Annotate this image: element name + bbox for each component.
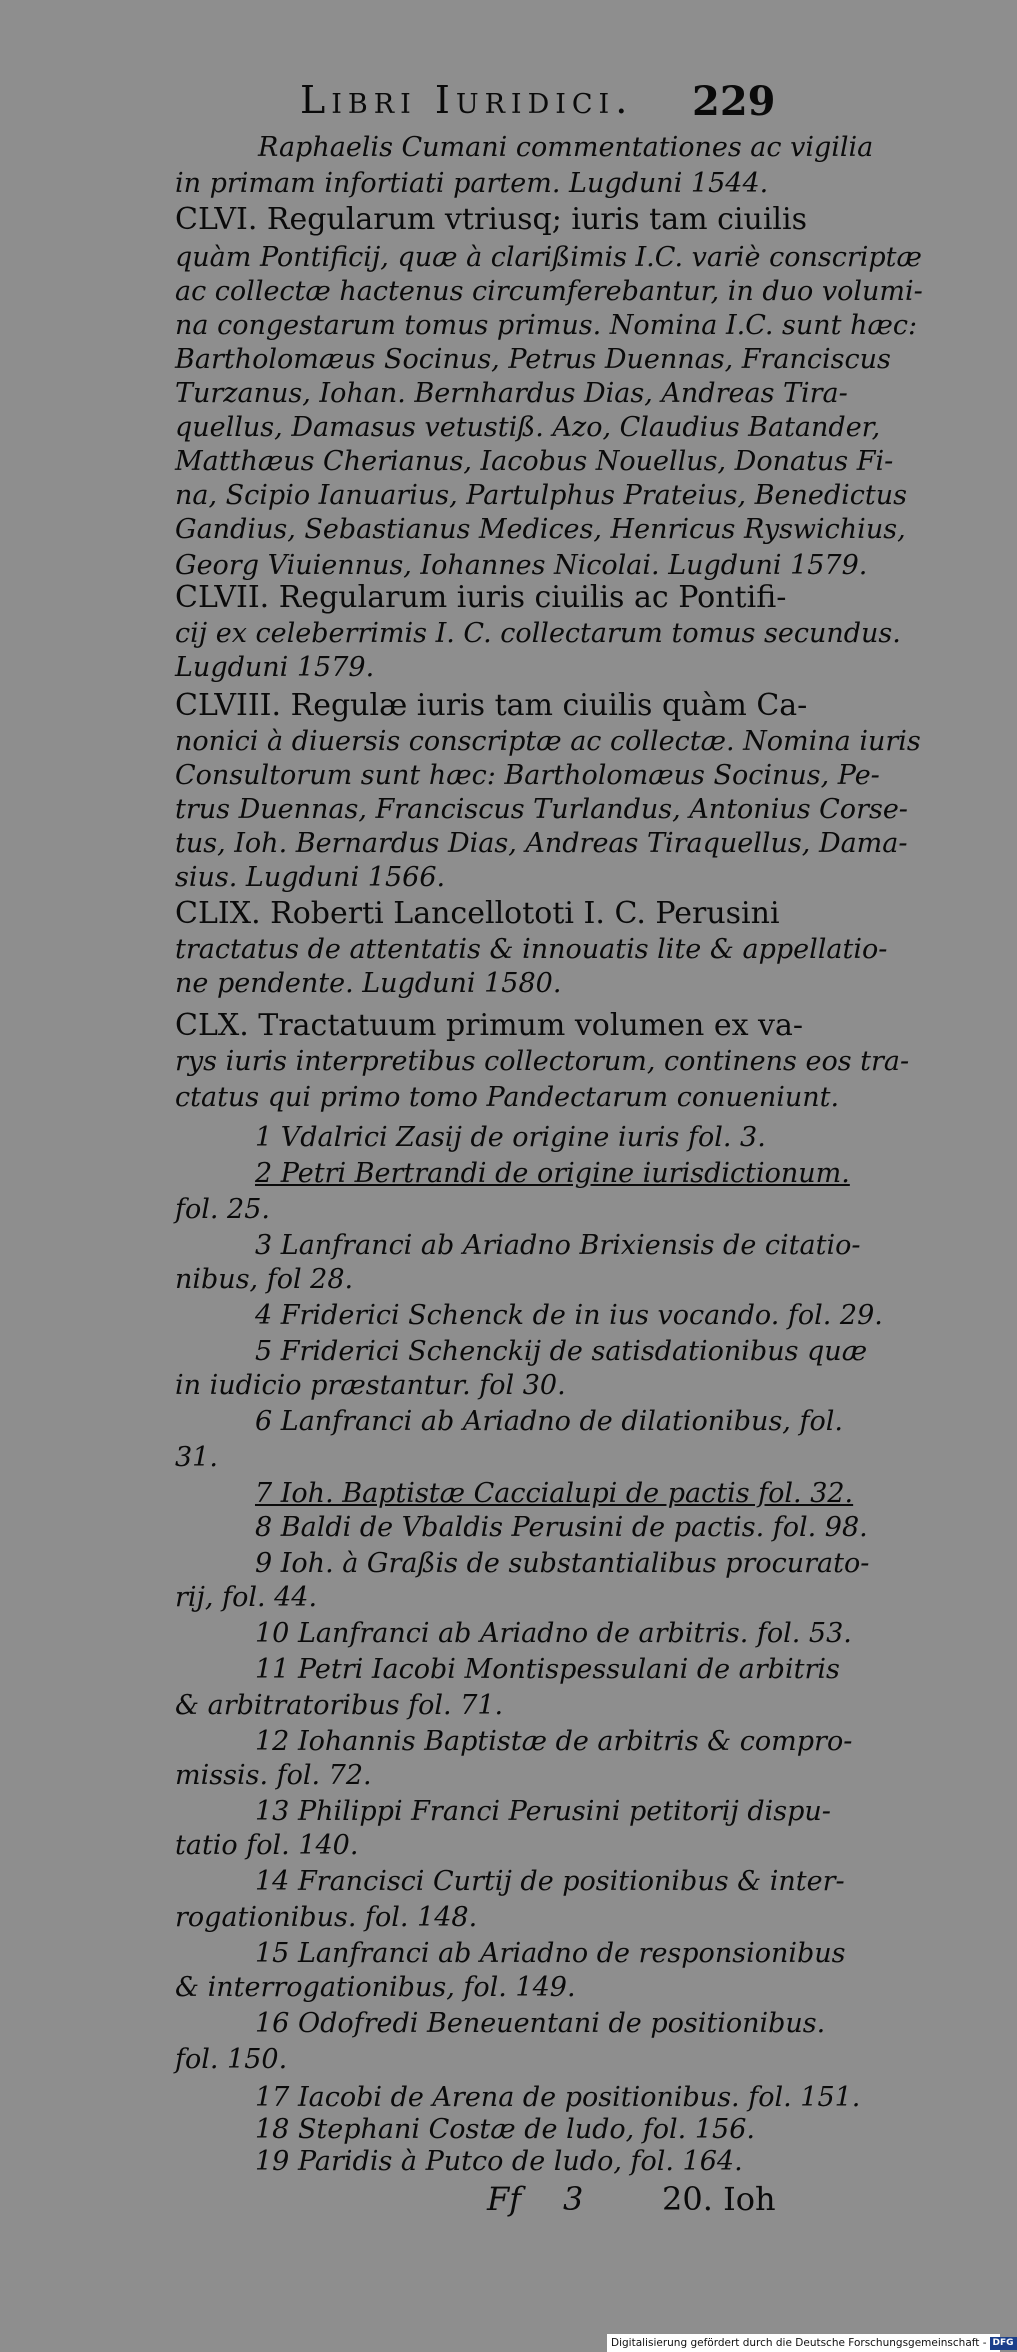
text-line: na, Scipio Ianuarius, Partulphus Prateius, Benedictus (175, 480, 907, 511)
list-item: 8 Baldi de Vbaldis Perusini de pactis. fol. 98. (255, 1512, 868, 1543)
signature-mark: Ff (487, 2180, 522, 2218)
list-item: & arbitratoribus fol. 71. (175, 1690, 504, 1721)
text-line: tractatus de attentatis & innouatis lite & appellatio- (175, 934, 888, 965)
list-item: 18 Stephani Costæ de ludo, fol. 156. (255, 2114, 755, 2145)
list-item: 15 Lanfranci ab Ariadno de responsionibus (255, 1938, 846, 1969)
text-line: Matthæus Cherianus, Iacobus Nouellus, Donatus Fi- (175, 446, 894, 477)
list-item: 19 Paridis à Putco de ludo, fol. 164. (255, 2146, 743, 2177)
entry-heading-line: CLX. Tractatuum primum volumen ex va- (175, 1008, 804, 1043)
text-line: tus, Ioh. Bernardus Dias, Andreas Tiraquellus, Dama- (175, 828, 908, 859)
list-item: missis. fol. 72. (175, 1760, 372, 1791)
list-item: 1 Vdalrici Zasij de origine iuris fol. 3. (255, 1122, 766, 1153)
text-line: Georg Viuiennus, Iohannes Nicolai. Lugduni 1579. (175, 550, 868, 581)
entry-heading-line: CLVIII. Regulæ iuris tam ciuilis quàm Ca- (175, 688, 808, 723)
text-line: na congestarum tomus primus. Nomina I.C. sunt hæc: (175, 310, 918, 341)
list-item: fol. 25. (175, 1194, 270, 1225)
signature-line (0, 2180, 1000, 2220)
text-line: Raphaelis Cumani commentationes ac vigilia (258, 132, 874, 163)
list-item: 16 Odofredi Beneuentani de positionibus. (255, 2008, 826, 2039)
list-item: 13 Philippi Franci Perusini petitorij dispu- (255, 1796, 831, 1827)
text-line: ac collectæ hactenus circumferebantur, in duo volumi- (175, 276, 923, 307)
text-line: Lugduni 1579. (175, 652, 375, 683)
text-line: ne pendente. Lugduni 1580. (175, 968, 562, 999)
text-line: Consultorum sunt hæc: Bartholomæus Socinus, Pe- (175, 760, 880, 791)
list-item: 10 Lanfranci ab Ariadno de arbitris. fol. 53. (255, 1618, 852, 1649)
entry-heading-line: CLVII. Regularum iuris ciuilis ac Pontifi- (175, 580, 787, 615)
text-line: quàm Pontificij, quæ à clarißimis I.C. variè conscriptæ (175, 242, 922, 273)
text-line: nonici à diuersis conscriptæ ac collectæ. Nomina iuris (175, 726, 921, 757)
text-line: Bartholomæus Socinus, Petrus Duennas, Franciscus (175, 344, 891, 375)
list-item: 12 Iohannis Baptistæ de arbitris & compro- (255, 1726, 853, 1757)
text-line: cij ex celeberrimis I. C. collectarum tomus secundus. (175, 618, 901, 649)
text-line: trus Duennas, Franciscus Turlandus, Antonius Corse- (175, 794, 908, 825)
list-item: 7 Ioh. Baptistæ Caccialupi de pactis fol. 32. (255, 1478, 854, 1509)
list-item: 17 Iacobi de Arena de positionibus. fol. 151. (255, 2082, 861, 2113)
text-line: sius. Lugduni 1566. (175, 862, 446, 893)
list-item: nibus, fol 28. (175, 1264, 354, 1295)
text-line: Turzanus, Iohan. Bernhardus Dias, Andreas Tira- (175, 378, 848, 409)
list-item: fol. 150. (175, 2044, 288, 2075)
signature-number: 3 (563, 2180, 584, 2218)
list-item: rogationibus. fol. 148. (175, 1902, 478, 1933)
catchword: 20. Ioh (662, 2180, 776, 2218)
list-item: 3 Lanfranci ab Ariadno Brixiensis de citatio- (255, 1230, 861, 1261)
list-item: tatio fol. 140. (175, 1830, 359, 1861)
page-number: 229 (692, 78, 776, 125)
credit-text: Digitalisierung gefördert durch die Deutsche Forschungsgemeinschaft - (611, 2337, 987, 2349)
list-item: 31. (175, 1442, 218, 1473)
text-line: quellus, Damasus vetustiß. Azo, Claudius Batander, (175, 412, 881, 443)
list-item: 4 Friderici Schenck de in ius vocando. fol. 29. (255, 1300, 883, 1331)
text-line: rys iuris interpretibus collectorum, continens eos tra- (175, 1046, 910, 1077)
list-item: 11 Petri Iacobi Montispessulani de arbitris (255, 1654, 840, 1685)
running-head (0, 78, 1000, 128)
list-item: 2 Petri Bertrandi de origine iurisdictionum. (255, 1158, 850, 1189)
list-item: & interrogationibus, fol. 149. (175, 1972, 576, 2003)
text-line: ctatus qui primo tomo Pandectarum conueniunt. (175, 1082, 840, 1113)
running-title: Libri Iuridici. (300, 78, 634, 122)
text-line: Gandius, Sebastianus Medices, Henricus Ryswichius, (175, 514, 906, 545)
entry-heading-line: CLIX. Roberti Lancellototi I. C. Perusini (175, 896, 780, 931)
text-line: in primam infortiati partem. Lugduni 1544. (175, 168, 769, 199)
list-item: 9 Ioh. à Graßis de substantialibus procurato- (255, 1548, 870, 1579)
list-item: in iudicio præstantur. fol 30. (175, 1370, 566, 1401)
list-item: 5 Friderici Schenckij de satisdationibus quæ (255, 1336, 868, 1367)
list-item: rij, fol. 44. (175, 1582, 318, 1613)
list-item: 14 Francisci Curtij de positionibus & inter- (255, 1866, 845, 1897)
entry-heading-line: CLVI. Regularum vtriusq; iuris tam ciuilis (175, 202, 808, 237)
digitization-credit (607, 2334, 1014, 2352)
list-item: 6 Lanfranci ab Ariadno de dilationibus, fol. (255, 1406, 843, 1437)
dfg-logo: DFG (990, 2337, 1017, 2350)
